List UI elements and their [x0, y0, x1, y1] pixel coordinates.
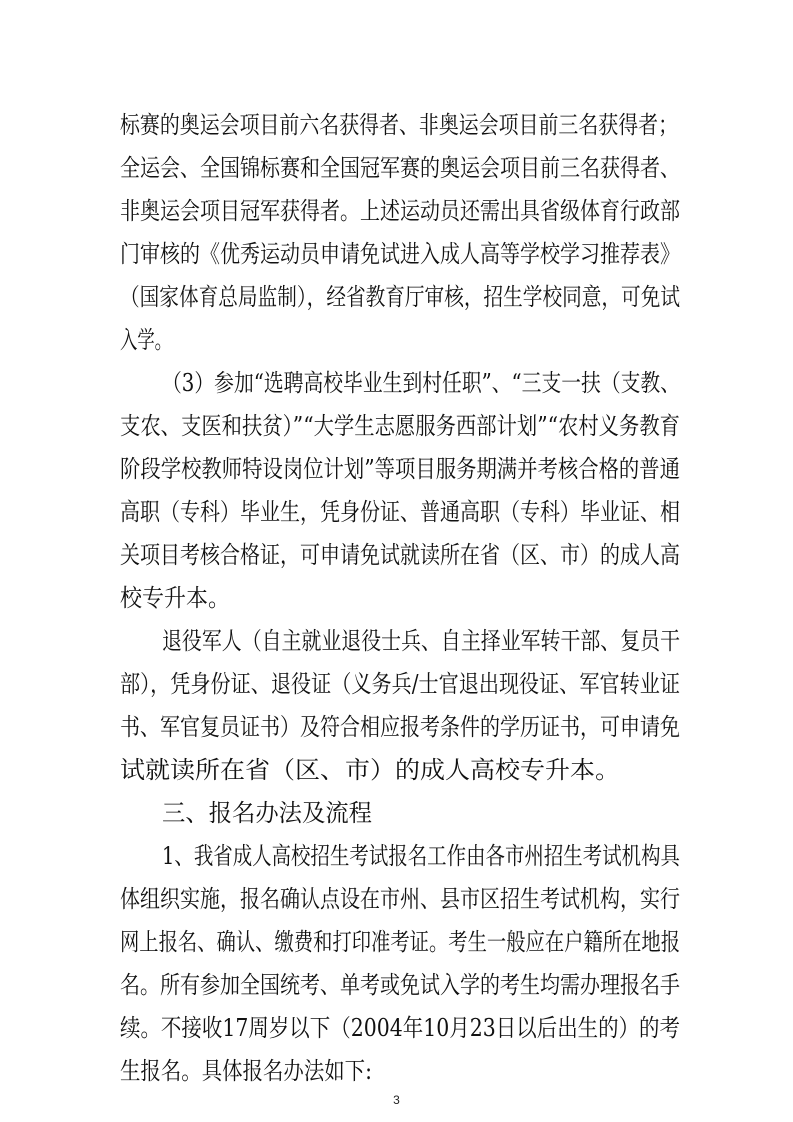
- text-line: [0, 879, 793, 919]
- text-line: [0, 148, 793, 188]
- text-line-content: 关项目考核合格证，可申请免试就读所在省（区、市）的成人高: [120, 541, 680, 569]
- text-line: [0, 492, 793, 532]
- section-heading: [0, 793, 793, 833]
- text-line: [0, 191, 793, 231]
- text-line: [0, 707, 793, 747]
- text-line-content: 支农、支医和扶贫）”“大学生志愿服务西部计划”“农村义务教育: [120, 412, 680, 440]
- text-line-content: 1、我省成人高校招生考试报名工作由各市州招生考试机构具: [162, 842, 680, 870]
- text-line-content: （3）参加“选聘高校毕业生到村任职”、“三支一扶（支教、: [162, 369, 680, 397]
- text-line-content: 部），凭身份证、退役证（义务兵/士官退出现役证、军官转业证: [120, 670, 680, 698]
- text-line-content: 生报名。具体报名办法如下:: [120, 1057, 372, 1085]
- text-line-content: 入学。: [120, 326, 172, 354]
- text-line-content: 高职（专科）毕业生，凭身份证、普通高职（专科）毕业证、相: [120, 498, 680, 526]
- text-line-content: 全运会、全国锦标赛和全国冠军赛的奥运会项目前三名获得者、: [120, 154, 680, 182]
- text-line: [0, 320, 793, 360]
- text-line-content: 试就读所在省（区、市）的成人高校专升本。: [120, 756, 620, 784]
- text-line: [0, 836, 793, 876]
- text-line-content: 名。所有参加全国统考、单考或免试入学的考生均需办理报名手: [120, 971, 680, 999]
- text-line: [0, 922, 793, 962]
- text-line-content: 校专升本。: [120, 584, 230, 612]
- text-line-content: 退役军人（自主就业退役士兵、自主择业军转干部、复员干: [162, 627, 680, 655]
- text-line-content: （国家体育总局监制），经省教育厅审核，招生学校同意，可免试: [120, 283, 680, 311]
- text-line-content: 门审核的《优秀运动员申请免试进入成人高等学校学习推荐表》: [120, 240, 680, 268]
- text-line: [0, 234, 793, 274]
- text-line-content: 标赛的奥运会项目前六名获得者、非奥运会项目前三名获得者；: [120, 111, 678, 139]
- text-line: [0, 750, 793, 790]
- text-line: [0, 449, 793, 489]
- text-line: [0, 105, 793, 145]
- text-line-content: 续。不接收17周岁以下（2004年10月23日以后出生的）的考: [120, 1014, 680, 1042]
- text-line: [0, 664, 793, 704]
- text-line: [0, 1051, 793, 1091]
- text-line: [0, 535, 793, 575]
- page-number: 3: [393, 1093, 400, 1107]
- text-line-content: 书、军官复员证书）及符合相应报考条件的学历证书，可申请免: [120, 713, 680, 741]
- text-line: [0, 1008, 793, 1048]
- text-line-content: 阶段学校教师特设岗位计划”等项目服务期满并考核合格的普通: [120, 455, 680, 483]
- text-line: [0, 363, 793, 403]
- text-line-content: 非奥运会项目冠军获得者。上述运动员还需出具省级体育行政部: [120, 197, 680, 225]
- text-line: [0, 965, 793, 1005]
- text-line: [0, 277, 793, 317]
- text-line-content: 体组织实施，报名确认点设在市州、县市区招生考试机构，实行: [120, 885, 680, 913]
- text-line-content: 网上报名、确认、缴费和打印准考证。考生一般应在户籍所在地报: [120, 928, 680, 956]
- text-line: [0, 621, 793, 661]
- text-line: [0, 406, 793, 446]
- text-line: [0, 578, 793, 618]
- section-heading-text: 三、报名办法及流程: [162, 799, 372, 827]
